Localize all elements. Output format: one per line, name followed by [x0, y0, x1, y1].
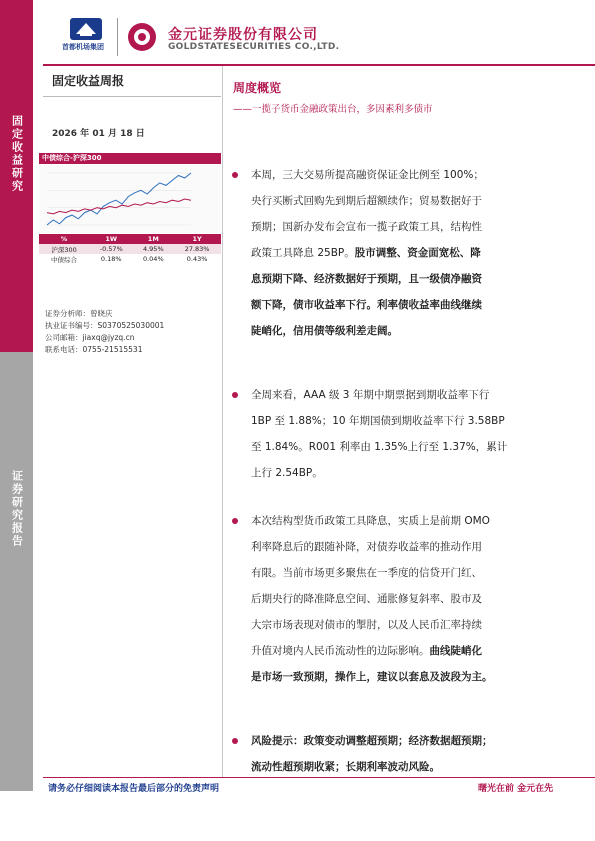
table-cell: 27.83%: [173, 244, 221, 254]
sidebar-label-research-report: 证券研究报告: [10, 470, 24, 548]
brand-name-cn: 金元证券股份有限公司: [168, 27, 318, 43]
para-line: [251, 266, 573, 292]
partner-logo: [62, 18, 112, 56]
para-line: [251, 638, 573, 664]
bullet-icon: [232, 738, 238, 744]
bullet-icon: [232, 172, 238, 178]
section-subtitle: ——一揽子货币金融政策出台，多因素利多债市: [233, 104, 433, 115]
para-line: 至 1.84%。R001 利率由 1.35%上行至 1.37%，累计: [251, 441, 508, 453]
paragraph-1: [251, 162, 573, 344]
analyst-phone: 联系电话：0755-21515531: [45, 345, 143, 354]
para-line: [251, 292, 573, 318]
bullet-icon: [232, 392, 238, 398]
para-line: 利率降息后的跟随补降，对债券收益率的推动作用: [251, 541, 482, 553]
para-line: 大宗市场表现对债市的掣肘，以及人民币汇率持续: [251, 619, 482, 631]
para-bold-text: 曲线陡峭化: [429, 645, 482, 657]
header-divider: [117, 18, 118, 56]
chart-title: 中债综合-沪深300: [39, 153, 221, 164]
goldstate-logo-icon: [124, 22, 160, 52]
table-cell: -0.57%: [89, 244, 133, 254]
table-header-cell: 1M: [133, 234, 173, 244]
table-header-cell: 1Y: [173, 234, 221, 244]
para-bold-text: 风险提示：政策变动调整超预期；经济数据超预期；: [251, 735, 493, 747]
paragraph-2: [251, 382, 573, 486]
para-bold-text: 额下降，债市收益率下行。利率债收益率曲线继续: [251, 299, 482, 311]
para-text: 政策工具降息 25BP。: [251, 247, 355, 259]
para-line: 上行 2.54BP。: [251, 467, 323, 479]
performance-table: [39, 234, 221, 264]
paragraph-3: [251, 508, 573, 690]
para-bold-text: 陡峭化，信用债等级利差走阔。: [251, 325, 398, 337]
para-line: 本周，三大交易所提高融资保证金比例至 100%；: [251, 169, 484, 181]
para-bold-text: 股市调整、资金面宽松、降: [354, 247, 481, 259]
table-cell: 沪深300: [39, 244, 89, 254]
para-bold-text: 息预期下降、经济数据好于预期，且一级债净融资: [251, 273, 482, 285]
para-line: 后期央行的降准降息空间、通胀修复斜率、股市及: [251, 593, 482, 605]
sidebar-label-fixed-income: 固定收益研究: [10, 115, 24, 193]
table-cell: 0.04%: [142, 255, 164, 263]
column-divider: [222, 66, 223, 778]
footer-slogan: 曙光在前 金元在先: [478, 784, 554, 794]
report-date: 2026 年 01 月 18 日: [52, 129, 145, 139]
partner-logo-icon: [70, 18, 102, 40]
analyst-contacts: [45, 308, 164, 356]
section-title: 周度概览: [233, 81, 282, 95]
para-line: 有限。当前市场更多聚焦在一季度的信贷开门红、: [251, 567, 482, 579]
para-line: 1BP 至 1.88%；10 年期国债到期收益率下行 3.58BP: [251, 415, 505, 427]
table-row: [39, 254, 221, 264]
table-header-cell: %: [39, 234, 89, 244]
para-text: 升值对境内人民币流动性的边际影响。: [251, 645, 430, 657]
header-rule: [43, 64, 595, 66]
performance-chart: [39, 165, 221, 233]
para-bold-text: 是市场一致预期，操作上，建议以套息及波段为主。: [251, 671, 493, 683]
table-cell: 0.18%: [100, 255, 122, 263]
analyst-email[interactable]: 公司邮箱：jiaxq@jyzq.cn: [45, 333, 135, 342]
table-cell: 0.43%: [186, 255, 208, 263]
para-bold-text: 流动性超预期收紧；长期利率波动风险。: [251, 761, 440, 773]
para-line: [251, 728, 573, 754]
footer-disclaimer[interactable]: 请务必仔细阅读本报告最后部分的免责声明: [48, 784, 220, 794]
para-line: 全周来看，AAA 级 3 年期中期票据到期收益率下行: [251, 389, 490, 401]
para-line: [251, 240, 573, 266]
table-cell: 4.95%: [133, 244, 173, 254]
para-line: [251, 318, 573, 344]
analyst-cert: 执业证书编号：S0370525030001: [45, 321, 165, 330]
para-line: 本次结构型货币政策工具降息，实质上是前期 OMO: [251, 515, 490, 527]
table-row: [39, 244, 221, 254]
para-line: [251, 664, 573, 690]
left-rule: [43, 96, 221, 97]
table-header-cell: 1W: [89, 234, 133, 244]
paragraph-4-risk: [251, 728, 573, 780]
table-cell: 中债综合: [51, 255, 78, 264]
report-type: 固定收益周报: [52, 74, 125, 88]
bullet-icon: [232, 518, 238, 524]
table-header-row: [39, 234, 221, 244]
analyst-name: 证券分析师：曾晓庆: [45, 309, 113, 318]
partner-logo-text: 首都机场集团: [62, 43, 104, 51]
para-line: 预期；国新办发布会宣布一揽子政策工具，结构性: [251, 221, 482, 233]
sidebar-bottom-band: [0, 352, 33, 791]
brand-name-en: GOLDSTATESECURITIES CO.,LTD.: [168, 42, 340, 52]
footer-rule: [43, 777, 595, 778]
para-line: 央行买断式回购先到期后超额续作；贸易数据好于: [251, 195, 482, 207]
